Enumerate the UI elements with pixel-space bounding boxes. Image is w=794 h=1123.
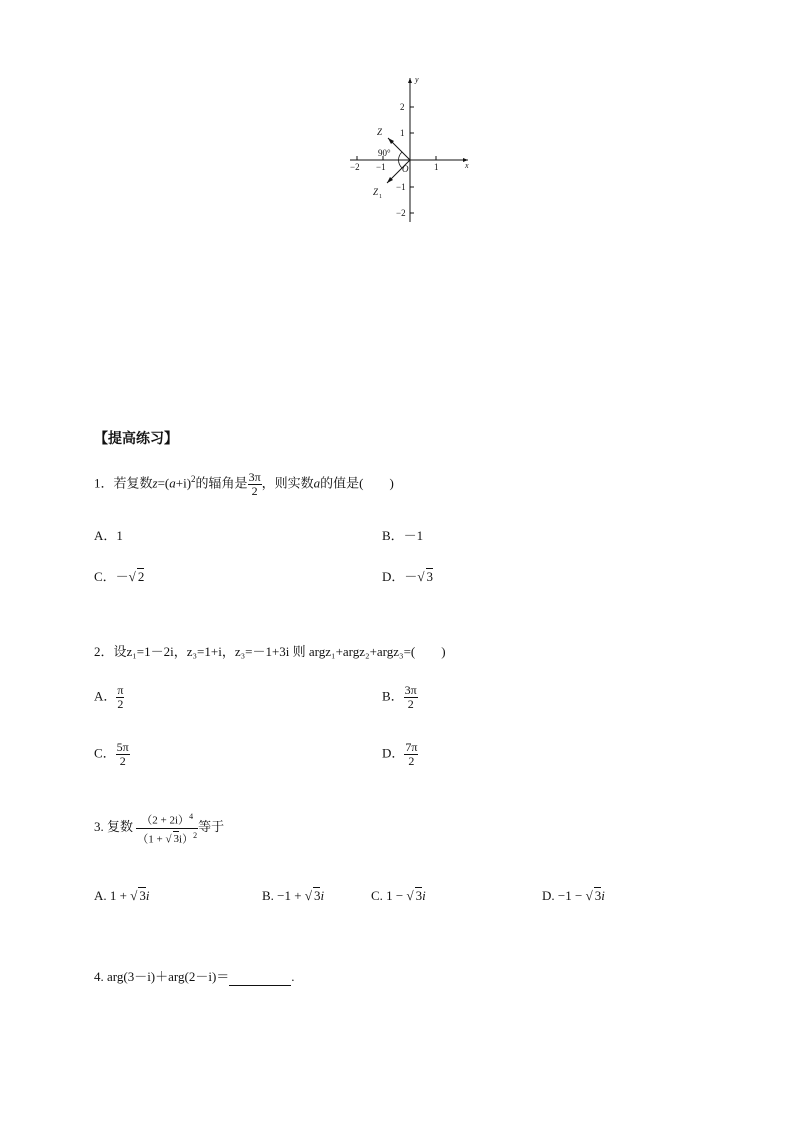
q3-option-a[interactable]: A. 1 + √ 3i bbox=[94, 888, 150, 903]
q1-var-a2: a bbox=[313, 475, 321, 491]
q2-a-num: π bbox=[117, 683, 124, 697]
q1-text-a: 若复数 bbox=[113, 475, 153, 491]
q2-option-b-label: B． bbox=[382, 688, 404, 704]
q1-option-c-label: C．－ bbox=[94, 569, 129, 584]
q3-a-label: A. 1 + bbox=[94, 888, 131, 903]
z1-label: Z bbox=[373, 187, 379, 197]
section-title: 【提高练习】 bbox=[94, 431, 178, 447]
q3-suffix: 等于 bbox=[198, 819, 225, 835]
q2-option-c-frac bbox=[116, 741, 130, 768]
q3-c-label: C. 1 − bbox=[371, 888, 407, 903]
q1-var-a: a bbox=[169, 475, 176, 491]
q1-text-h: ，则实数 bbox=[261, 475, 314, 491]
coordinate-figure bbox=[340, 72, 480, 232]
q3-option-d[interactable]: D. −1 − √ 3i bbox=[542, 888, 605, 903]
y-label: y bbox=[415, 75, 419, 84]
q3-den-b: i） bbox=[179, 833, 194, 846]
y-tick-1: 1 bbox=[400, 128, 405, 138]
q2-option-c[interactable] bbox=[94, 741, 130, 768]
y-tick-2: 2 bbox=[400, 102, 405, 112]
q3-a-rad: 3 bbox=[139, 888, 146, 903]
q3-den-exp: 2 bbox=[193, 830, 198, 840]
z1-subscript: 1 bbox=[379, 194, 382, 200]
q1-frac-den: 2 bbox=[251, 483, 258, 498]
question-3 bbox=[94, 810, 224, 846]
q3-den-rad: 3 bbox=[173, 833, 180, 846]
y-tick-neg2: −2 bbox=[396, 208, 406, 218]
q1-text-g: 的辐角是 bbox=[195, 475, 248, 491]
q3-c-tail: i bbox=[422, 888, 426, 903]
q1-text-c: =( bbox=[157, 475, 170, 491]
q2-option-a-label: A． bbox=[94, 688, 117, 704]
question-2: 2．设z₁=1－2i，z₃=1+i，z₃=－1+3i 则 argz₁+argz₂+argz₃=( ) bbox=[94, 644, 446, 659]
q1-var-z: z bbox=[152, 475, 158, 491]
q4-text: 4. arg(3－i)＋arg(2－i)＝ bbox=[94, 969, 230, 984]
q2-c-num: 5π bbox=[116, 740, 129, 754]
q2-option-b[interactable] bbox=[382, 684, 418, 711]
q1-option-d[interactable]: D．－√ 3 bbox=[382, 569, 434, 584]
q2-d-num: 7π bbox=[405, 740, 418, 754]
question-4 bbox=[94, 968, 295, 986]
x-tick-neg1: −1 bbox=[376, 162, 386, 172]
q3-b-tail: i bbox=[320, 888, 325, 903]
q3-d-label: D. −1 − bbox=[542, 888, 586, 903]
q3-c-rad: 3 bbox=[415, 888, 423, 903]
q2-option-b-frac bbox=[404, 684, 418, 711]
q2-option-a[interactable] bbox=[94, 684, 124, 711]
x-tick-1: 1 bbox=[434, 162, 439, 172]
q3-b-rad: 3 bbox=[313, 888, 321, 903]
q3-num-exp: 4 bbox=[189, 812, 194, 821]
q3-den-a: （1 + bbox=[137, 833, 166, 846]
q3-option-c[interactable]: C. 1 − √ 3i bbox=[371, 888, 426, 903]
q1-text-e: +i) bbox=[175, 475, 192, 491]
y-tick-neg1: −1 bbox=[396, 182, 406, 192]
origin-label: O bbox=[402, 164, 409, 174]
q2-b-den: 2 bbox=[407, 697, 414, 711]
answer-blank[interactable] bbox=[229, 973, 291, 986]
q1-text-j: 的值是( ) bbox=[320, 475, 394, 491]
q3-fraction bbox=[136, 810, 198, 846]
q3-denominator: （1 + √ 3i）$^2$ bbox=[137, 830, 198, 846]
q3-d-rad: 3 bbox=[594, 888, 602, 903]
q2-c-den: 2 bbox=[119, 754, 126, 768]
q1-fraction bbox=[248, 471, 262, 498]
q2-option-d[interactable] bbox=[382, 741, 418, 768]
q2-a-den: 2 bbox=[117, 697, 124, 711]
x-label: x bbox=[465, 161, 469, 170]
q2-option-d-label: D． bbox=[382, 745, 405, 761]
q4-end: . bbox=[291, 969, 295, 984]
q2-option-c-label: C． bbox=[94, 745, 116, 761]
q1-exponent: 2 bbox=[191, 474, 196, 484]
z-label: Z bbox=[377, 127, 383, 137]
angle-label: 90° bbox=[378, 148, 391, 158]
q1-option-d-radicand: 3 bbox=[426, 569, 434, 584]
q2-option-d-frac bbox=[404, 741, 418, 768]
question-1 bbox=[94, 470, 394, 498]
q2-d-den: 2 bbox=[408, 754, 415, 768]
q1-number: 1． bbox=[94, 475, 114, 491]
q1-option-b[interactable]: B．－1 bbox=[382, 528, 424, 543]
q2-b-num: 3π bbox=[404, 683, 417, 697]
q1-option-a[interactable]: A．1 bbox=[94, 528, 123, 543]
q3-numerator bbox=[136, 810, 198, 829]
q3-option-b[interactable]: B. −1 + √ 3i bbox=[262, 888, 325, 903]
q1-option-d-label: D．－ bbox=[382, 569, 418, 584]
q3-b-label: B. −1 + bbox=[262, 888, 305, 903]
x-tick-neg2: −2 bbox=[350, 162, 360, 172]
q2-option-a-frac bbox=[116, 684, 124, 711]
q1-option-c-radicand: 2 bbox=[137, 569, 145, 584]
q3-prefix: 3. 复数 bbox=[94, 819, 134, 835]
q3-num-text: （2 + 2i） bbox=[141, 814, 190, 827]
coordinate-svg bbox=[340, 72, 480, 232]
q1-frac-num: 3π bbox=[248, 469, 261, 484]
y-axis-arrow bbox=[408, 78, 412, 83]
q3-d-tail: i bbox=[601, 888, 605, 903]
q1-option-c[interactable]: C．－√ 2 bbox=[94, 569, 145, 584]
q3-a-tail: i bbox=[145, 888, 150, 903]
